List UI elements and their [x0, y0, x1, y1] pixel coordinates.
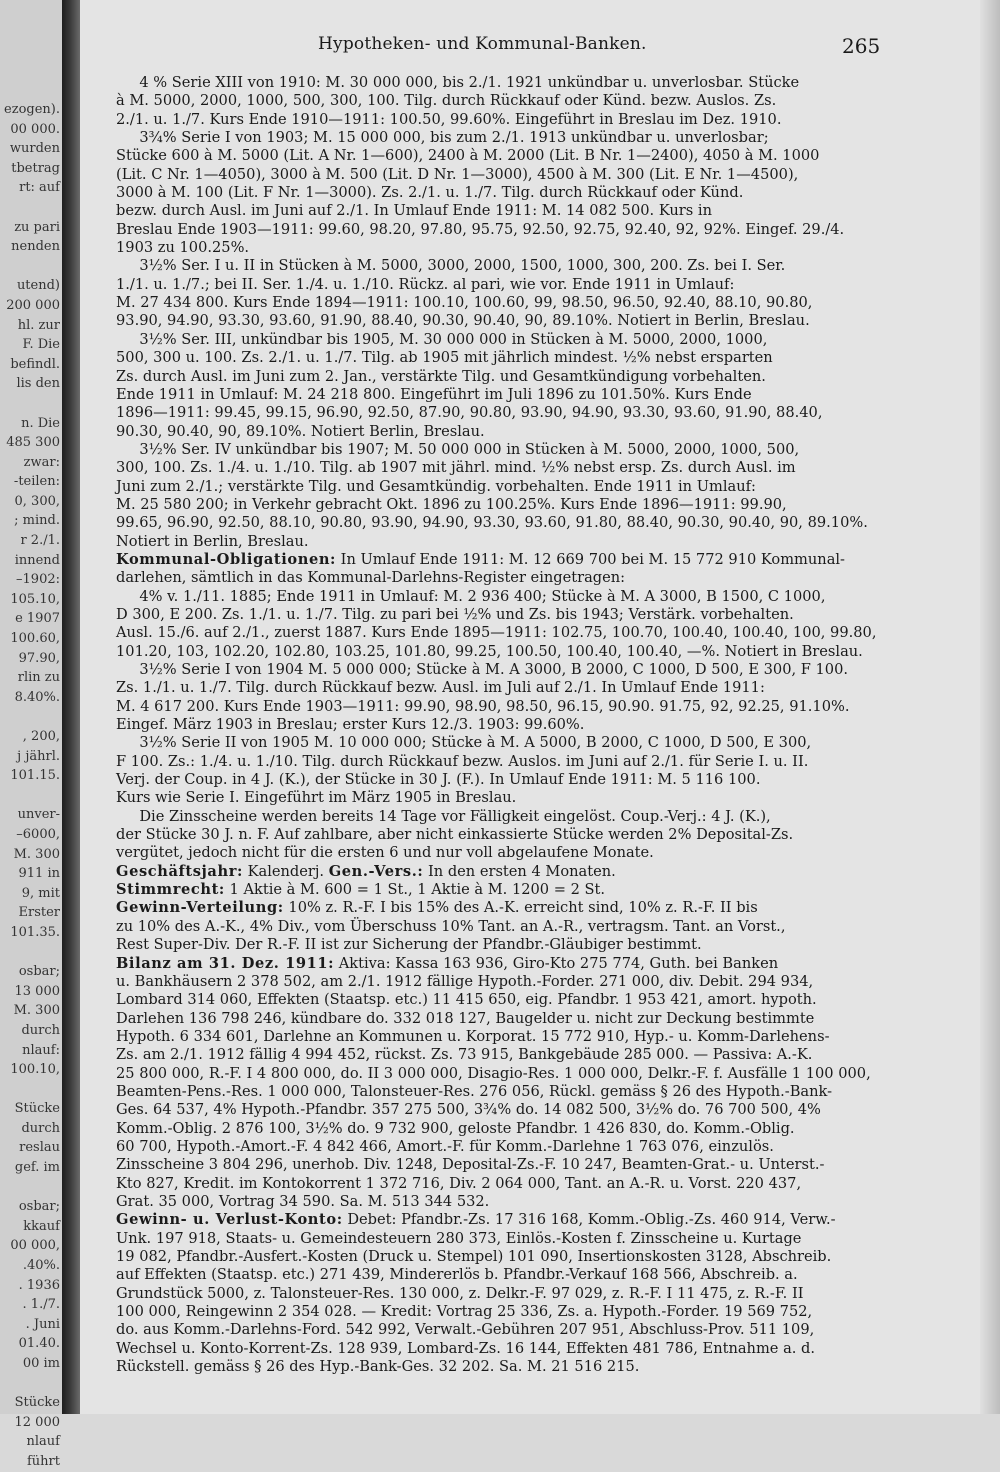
adjacent-page-line: zwar: — [23, 454, 60, 470]
page — [80, 0, 980, 1414]
text-line: Zinsscheine 3 804 296, unerhob. Div. 1248, Deposital-Zs.-F. 10 247, Beamten-Grat.- u. Unterst.- — [116, 1156, 825, 1174]
adjacent-page-line: 9, mit — [21, 885, 60, 901]
text-line — [116, 955, 916, 973]
text-line: Breslau Ende 1903—1911: 99.60, 98.20, 97.80, 95.75, 92.50, 92.75, 92.40, 92, 92%. Eingef. 29./4. — [116, 220, 845, 238]
section-heading: Gewinn-Verteilung: — [116, 899, 284, 917]
text-line: Stücke 600 à M. 5000 (Lit. A Nr. 1—600), 2400 à M. 2000 (Lit. B Nr. 1—2400), 4050 à M. 1000 — [116, 147, 820, 165]
adjacent-page-line: Stücke — [14, 1395, 60, 1411]
text-run: 1 Aktie à M. 600 = 1 St., 1 Aktie à M. 1200 = 2 St. — [224, 881, 606, 899]
adjacent-page-line: unver- — [17, 807, 60, 823]
text-line: Beamten-Pens.-Res. 1 000 000, Talonsteuer-Res. 276 056, Rückl. gemäss § 26 des Hypoth.-Bank- — [116, 1082, 833, 1100]
text-line: 99.65, 96.90, 92.50, 88.10, 90.80, 93.90, 94.90, 93.30, 93.60, 91.80, 88.40, 90.30, 90.40, 90, 89.10%. — [116, 514, 868, 532]
adjacent-page-line: 00 000. — [10, 121, 60, 137]
adjacent-page-line: innend — [14, 552, 60, 568]
adjacent-page-line: j jährl. — [17, 748, 60, 764]
text-line: Kto 827, Kredit. im Kontokorrent 1 372 716, Div. 2 064 000, Tant. an A.-R. u. Vorst. 220 437, — [116, 1174, 802, 1192]
adjacent-page-line: nenden — [11, 239, 60, 255]
text-line: Grat. 35 000, Vortrag 34 590. Sa. M. 513 344 532. — [116, 1192, 490, 1210]
text-line: auf Effekten (Staatsp. etc.) 271 439, Mindererlös b. Pfandbr.-Verkauf 168 566, Abschreib. a. — [116, 1266, 798, 1284]
adjacent-page-line: gef. im — [14, 1160, 60, 1176]
text-line — [116, 881, 916, 899]
section-heading: Gewinn- u. Verlust-Konto: — [116, 1211, 343, 1229]
adjacent-page-line: lis den — [16, 376, 60, 392]
adjacent-page-line: reslau — [19, 1140, 60, 1156]
text-line: do. aus Komm.-Darlehns-Ford. 542 992, Verwalt.-Gebühren 207 951, Abschluss-Prov. 511 109, — [116, 1321, 815, 1339]
paragraph — [116, 257, 916, 330]
text-line: 3½% Ser. III, unkündbar bis 1905, M. 30 000 000 in Stücken à M. 5000, 2000, 1000, — [139, 330, 768, 348]
paragraph — [116, 899, 916, 954]
text-line — [116, 863, 916, 881]
adjacent-page-line: 485 300 — [6, 435, 60, 451]
text-line: Juni zum 2./1.; verstärkte Tilg. und Gesamtkündig. vorbehalten. Ende 1911 in Umlauf: — [116, 477, 756, 495]
adjacent-page-line: r 2./1. — [20, 533, 60, 549]
adjacent-page-line — [0, 1080, 62, 1100]
text-line: M. 4 617 200. Kurs Ende 1903—1911: 99.90, 98.90, 98.50, 96.15, 90.90. 91.75, 92, 92.25, 91.10%. — [116, 697, 850, 715]
adjacent-page-line: 100.60, — [10, 631, 60, 647]
book-gutter — [62, 0, 80, 1414]
text-line: 1./1. u. 1./7.; bei II. Ser. 1./4. u. 1./10. Rückz. al pari, wie vor. Ende 1911 in Umlauf: — [116, 275, 735, 293]
adjacent-page-line: 200 000 — [6, 297, 60, 313]
adjacent-page-line: Stücke — [14, 1101, 60, 1117]
text-line: 3½% Ser. IV unkündbar bis 1907; M. 50 000 000 in Stücken à M. 5000, 2000, 1000, 500, — [139, 440, 800, 458]
section-heading: Kommunal-Obligationen: — [116, 550, 337, 568]
paragraph — [116, 74, 916, 129]
adjacent-page-line: 100.10, — [10, 1062, 60, 1078]
page-number: 265 — [842, 34, 881, 58]
text-line: Darlehen 136 798 246, kündbare do. 332 018 127, Baugelder u. nicht zur Deckung bestimmte — [116, 1009, 815, 1027]
paragraph — [116, 588, 916, 661]
adjacent-page-line: utend) — [16, 278, 60, 294]
text-run: In Umlauf Ende 1911: M. 12 669 700 bei M. 15 772 910 Kommunal- — [336, 550, 845, 568]
text-line: vergütet, jedoch nicht für die ersten 6 und nur voll abgelaufene Monate. — [116, 844, 654, 862]
adjacent-page-line: osbar; — [18, 964, 60, 980]
adjacent-page-line: 13 000 — [14, 983, 60, 999]
adjacent-page-line: M. 300 — [13, 846, 60, 862]
adjacent-page-line: Erster — [18, 905, 60, 921]
paragraph — [116, 331, 916, 441]
text-line: zu 10% des A.-K., 4% Div., vom Überschuss 10% Tant. an A.-R., vertragsm. Tant. an Vorst., — [116, 917, 786, 935]
paragraph — [116, 551, 916, 588]
text-line: Rest Super-Div. Der R.-F. II ist zur Sicherung der Pfandbr.-Gläubiger bestimmt. — [116, 936, 702, 954]
adjacent-page-line — [0, 1178, 62, 1198]
text-line: Verj. der Coup. in 4 J. (K.), der Stücke in 30 J. (F.). In Umlauf Ende 1911: M. 5 116 100. — [116, 771, 761, 789]
text-line: M. 27 434 800. Kurs Ende 1894—1911: 100.10, 100.60, 99, 98.50, 96.50, 92.40, 88.10, 90.80, — [116, 294, 813, 312]
section-heading: Geschäftsjahr: — [116, 862, 243, 880]
section-heading: Bilanz am 31. Dez. 1911: — [116, 954, 335, 972]
adjacent-page-line: nlauf: — [22, 1042, 60, 1058]
adjacent-page-line: , 200, — [22, 729, 60, 744]
adjacent-page-line: 8.40%. — [14, 689, 60, 705]
text-line: Komm.-Oblig. 2 876 100, 3½% do. 9 732 900, geloste Pfandbr. 1 426 830, do. Komm.-Oblig. — [116, 1119, 795, 1137]
text-line: F 100. Zs.: 1./4. u. 1./10. Tilg. durch Rückkauf bezw. Auslos. im Juni auf 2./1. für Serie I. u. II. — [116, 752, 809, 770]
text-line: 2./1. u. 1./7. Kurs Ende 1910—1911: 100.50, 99.60%. Eingeführt in Breslau im Dez. 1910. — [116, 110, 782, 128]
text-line: M. 25 580 200; in Verkehr gebracht Okt. 1896 zu 100.25%. Kurs Ende 1896—1911: 99.90, — [116, 495, 787, 513]
adjacent-page-line: 97.90, — [18, 650, 60, 666]
text-line: Kurs wie Serie I. Eingeführt im März 1905 in Breslau. — [116, 789, 517, 807]
adjacent-page-line — [0, 786, 62, 806]
adjacent-page-line: rlin zu — [17, 670, 60, 686]
adjacent-page-text — [0, 100, 62, 1472]
text-line: bezw. durch Ausl. im Juni auf 2./1. In Umlauf Ende 1911: M. 14 082 500. Kurs in — [116, 202, 712, 220]
text-line: 4% v. 1./11. 1885; Ende 1911 in Umlauf: M. 2 936 400; Stücke à M. A 3000, B 1500, C 1000, — [139, 587, 826, 605]
section-heading: Gen.-Vers.: — [328, 862, 424, 880]
adjacent-page-line: M. 300 — [13, 1003, 60, 1019]
text-line: Rückstell. gemäss § 26 des Hyp.-Bank-Ges. 32 202. Sa. M. 21 516 215. — [116, 1358, 640, 1376]
text-line: Ausl. 15./6. auf 2./1., zuerst 1887. Kurs Ende 1895—1911: 102.75, 100.70, 100.40, 100.40, 100, 99.80, — [116, 624, 877, 642]
text-line: Eingef. März 1903 in Breslau; erster Kurs 12./3. 1903: 99.60%. — [116, 716, 585, 734]
adjacent-page-line — [0, 1374, 62, 1394]
body-text — [116, 74, 916, 1376]
adjacent-page-line — [0, 257, 62, 277]
adjacent-page-line: 101.35. — [10, 924, 60, 940]
text-line: à M. 5000, 2000, 1000, 500, 300, 100. Tilg. durch Rückkauf oder Künd. bezw. Auslos. Zs. — [116, 92, 777, 110]
text-line — [116, 1211, 916, 1229]
text-line: Hypoth. 6 334 601, Darlehne an Kommunen u. Korporat. 15 772 910, Hyp.- u. Komm-Darlehens- — [116, 1027, 830, 1045]
adjacent-page-sliver — [0, 0, 62, 1469]
text-line: Zs. durch Ausl. im Juni zum 2. Jan., verstärkte Tilg. und Gesamtkündigung vorbehalten. — [116, 367, 766, 385]
text-line — [116, 551, 916, 569]
text-line: Ende 1911 in Umlauf: M. 24 218 800. Eingeführt im Juli 1896 zu 101.50%. Kurs Ende — [116, 385, 752, 403]
text-run: 10% z. R.-F. I bis 15% des A.-K. erreicht sind, 10% z. R.-F. II bis — [283, 899, 758, 917]
section-heading: Stimmrecht: — [116, 881, 225, 899]
running-title: Hypotheken- und Kommunal-Banken. — [318, 34, 647, 54]
text-line: 101.20, 103, 102.20, 102.80, 103.25, 101.80, 99.25, 100.50, 100.40, 100.40, —%. Notiert in Breslau. — [116, 642, 863, 660]
paragraph — [116, 1211, 916, 1376]
text-line: Zs. 1./1. u. 1./7. Tilg. durch Rückkauf bezw. Ausl. im Juli auf 2./1. In Umlauf Ende 1911: — [116, 679, 765, 697]
paragraph — [116, 955, 916, 1212]
text-line: 3½% Serie II von 1905 M. 10 000 000; Stücke à M. A 5000, B 2000, C 1000, D 500, E 300, — [139, 734, 812, 752]
text-line: der Stücke 30 J. n. F. Auf zahlbare, aber nicht einkassierte Stücke werden 2% Deposital-Zs. — [116, 826, 794, 844]
adjacent-page-line: tbetrag — [11, 160, 60, 176]
text-line: Die Zinsscheine werden bereits 14 Tage vor Fälligkeit eingelöst. Coup.-Verj.: 4 J. (K.), — [139, 807, 771, 825]
text-line: 60 700, Hypoth.-Amort.-F. 4 842 466, Amort.-F. für Komm.-Darlehne 1 763 076, einzulös. — [116, 1137, 774, 1155]
paragraph — [116, 661, 916, 734]
adjacent-page-line: zu pari — [14, 219, 60, 235]
adjacent-page-line: 00 000, — [10, 1238, 60, 1254]
text-line: 100 000, Reingewinn 2 354 028. — Kredit: Vortrag 25 336, Zs. a. Hypoth.-Forder. 19 569 752, — [116, 1303, 813, 1321]
text-line: 93.90, 94.90, 93.30, 93.60, 91.90, 88.40, 90.30, 90.40, 90, 89.10%. Notiert in Berlin, Breslau. — [116, 312, 810, 330]
adjacent-page-line: 0, 300, — [14, 493, 60, 509]
text-line: u. Bankhäusern 2 378 502, am 2./1. 1912 fällige Hypoth.-Forder. 271 000, div. Debit. 294 934, — [116, 972, 814, 990]
adjacent-page-line: n. Die — [21, 415, 60, 431]
adjacent-page-line: .40%. — [22, 1258, 60, 1274]
adjacent-page-line: durch — [21, 1120, 60, 1136]
adjacent-page-line: rt: auf — [19, 180, 60, 196]
adjacent-page-line: durch — [21, 1022, 60, 1038]
paragraph — [116, 881, 916, 899]
adjacent-page-line — [0, 394, 62, 414]
text-line: Ges. 64 537, 4% Hypoth.-Pfandbr. 357 275 500, 3¾% do. 14 082 500, 3½% do. 76 700 500, 4% — [116, 1101, 821, 1119]
adjacent-page-line: –6000, — [16, 826, 60, 842]
text-line: D 300, E 200. Zs. 1./1. u. 1./7. Tilg. zu pari bei ½% und Zs. bis 1943; Verstärk. vorbehalten. — [116, 605, 794, 623]
adjacent-page-line — [0, 198, 62, 218]
adjacent-page-line: 101.15. — [10, 768, 60, 784]
text-line: Wechsel u. Konto-Korrent-Zs. 128 939, Lombard-Zs. 16 144, Effekten 481 786, Entnahme a. d. — [116, 1339, 816, 1357]
text-line: Unk. 197 918, Staats- u. Gemeindesteuern 280 373, Einlös.-Kosten f. Zinsscheine u. Kurtage — [116, 1229, 802, 1247]
adjacent-page-line: hl. zur — [17, 317, 60, 333]
text-line: 3000 à M. 100 (Lit. F Nr. 1—3000). Zs. 2./1. u. 1./7. Tilg. durch Rückkauf oder Künd. — [116, 184, 744, 202]
paragraph — [116, 734, 916, 807]
adjacent-page-line: befindl. — [10, 356, 60, 372]
adjacent-page-line: -teilen: — [13, 474, 60, 490]
text-run: Debet: Pfandbr.-Zs. 17 316 168, Komm.-Oblig.-Zs. 460 914, Verw.- — [342, 1211, 836, 1229]
text-line: Notiert in Berlin, Breslau. — [116, 532, 309, 550]
adjacent-page-line: . Juni — [25, 1316, 60, 1332]
text-line: Zs. am 2./1. 1912 fällig 4 994 452, rückst. Zs. 73 915, Bankgebäude 285 000. — Passiva: A.-K. — [116, 1046, 813, 1064]
adjacent-page-line: –1902: — [16, 572, 60, 588]
adjacent-page-line: ; mind. — [14, 513, 60, 529]
adjacent-page-line — [0, 707, 62, 727]
text-line: darlehen, sämtlich in das Kommunal-Darlehns-Register eingetragen: — [116, 569, 626, 587]
adjacent-page-line: 01.40. — [18, 1336, 60, 1352]
text-line: 3½% Serie I von 1904 M. 5 000 000; Stücke à M. A 3000, B 2000, C 1000, D 500, E 300, F 100. — [139, 661, 849, 678]
adjacent-page-line: . 1936 — [18, 1277, 60, 1293]
text-line: Grundstück 5000, z. Talonsteuer-Res. 130 000, z. Delkr.-F. 97 029, z. R.-F. I 11 475, z. R.-F. II — [116, 1284, 804, 1302]
adjacent-page-line — [0, 943, 62, 963]
page-header — [80, 34, 980, 64]
text-line: 3½% Ser. I u. II in Stücken à M. 5000, 3000, 2000, 1500, 1000, 300, 200. Zs. bei I. Ser. — [139, 257, 786, 275]
text-line: 19 082, Pfandbr.-Ausfert.-Kosten (Druck u. Stempel) 101 090, Insertionskosten 3128, Abschreib. — [116, 1248, 832, 1265]
adjacent-page-line: ezogen). — [4, 102, 60, 117]
adjacent-page-line: 12 000 — [14, 1414, 60, 1430]
text-line — [116, 899, 916, 917]
text-line: Lombard 314 060, Effekten (Staatsp. etc.) 11 415 650, eig. Pfandbr. 1 953 421, amort. hypoth. — [116, 991, 817, 1009]
page-edge — [980, 0, 1000, 1414]
text-line: (Lit. C Nr. 1—4050), 3000 à M. 500 (Lit. D Nr. 1—3000), 4500 à M. 300 (Lit. E Nr. 1—4500), — [116, 165, 799, 183]
paragraph — [116, 808, 916, 863]
adjacent-page-line: wurden — [9, 141, 60, 157]
paragraph — [116, 441, 916, 551]
paragraph — [116, 129, 916, 257]
adjacent-page-line: kkauf — [23, 1218, 60, 1234]
paragraph — [116, 863, 916, 881]
text-line: 4 % Serie XIII von 1910: M. 30 000 000, bis 2./1. 1921 unkündbar u. unverlosbar. Stücke — [139, 74, 800, 91]
adjacent-page-line: nlauf — [26, 1434, 60, 1450]
adjacent-page-line: e 1907 — [15, 611, 60, 627]
adjacent-page-line: . 1./7. — [22, 1297, 60, 1313]
text-run: Aktiva: Kassa 163 936, Giro-Kto 275 774, Guth. bei Banken — [334, 954, 779, 972]
text-line: 1896—1911: 99.45, 99.15, 96.90, 92.50, 87.90, 90.80, 93.90, 94.90, 93.30, 93.60, 91.90, 88.40, — [116, 404, 823, 422]
adjacent-page-line: osbar; — [18, 1199, 60, 1215]
text-run: In den ersten 4 Monaten. — [423, 862, 616, 880]
text-run: Kalenderj. — [242, 862, 329, 880]
text-line: 25 800 000, R.-F. I 4 800 000, do. II 3 000 000, Disagio-Res. 1 000 000, Delkr.-F. f. Ausfälle 1 100 000, — [116, 1064, 871, 1082]
adjacent-page-line: F. Die — [22, 337, 60, 353]
text-line: 1903 zu 100.25%. — [116, 239, 250, 257]
text-line: 3¾% Serie I von 1903; M. 15 000 000, bis zum 2./1. 1913 unkündbar u. unverlosbar; — [139, 129, 769, 147]
adjacent-page-line: 911 in — [18, 866, 60, 882]
adjacent-page-line: 105.10, — [10, 591, 60, 607]
text-line: 90.30, 90.40, 90, 89.10%. Notiert Berlin, Breslau. — [116, 422, 485, 440]
adjacent-page-line: führt — [27, 1453, 60, 1469]
adjacent-page-line: 00 im — [22, 1356, 60, 1371]
text-line: 300, 100. Zs. 1./4. u. 1./10. Tilg. ab 1907 mit jährl. mind. ½% nebst ersp. Zs. durch Ausl. im — [116, 459, 796, 477]
text-line: 500, 300 u. 100. Zs. 2./1. u. 1./7. Tilg. ab 1905 mit jährlich mindest. ½% nebst ersparten — [116, 349, 773, 367]
